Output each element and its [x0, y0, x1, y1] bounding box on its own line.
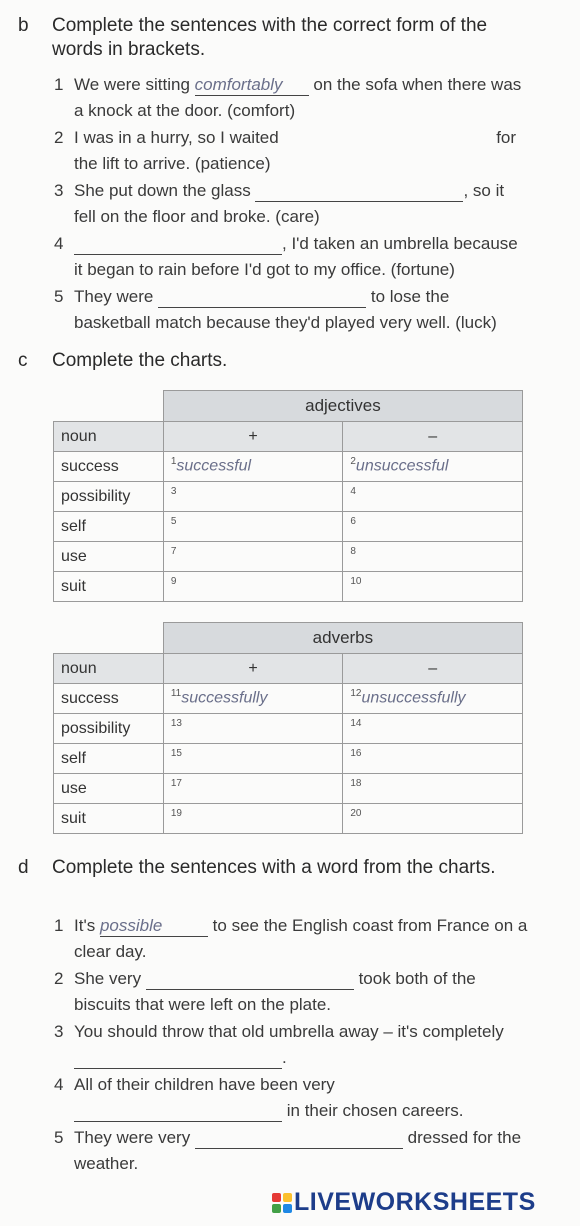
noun-cell: success [54, 684, 164, 714]
sentence-text: They were very [74, 1128, 191, 1147]
cell-number: 20 [350, 808, 362, 819]
table-row [54, 542, 523, 572]
sentence-text: to lose the basketball match because they'd played very well. (luck) [74, 287, 497, 332]
noun-cell: self [54, 744, 164, 774]
answer-input[interactable] [195, 1130, 403, 1148]
item-number: 4 [54, 1075, 64, 1094]
sentence-text: She very [74, 969, 142, 988]
section-letter: b [18, 15, 29, 36]
section-instruction: Complete the sentences with a word from the charts. [52, 857, 496, 878]
filled-answer: successfully [181, 689, 268, 707]
exercise-d-item-4 [54, 1072, 534, 1124]
noun-cell: suit [54, 572, 164, 602]
filled-answer: unsuccessful [355, 457, 449, 475]
cell-number: 1 [170, 456, 177, 467]
filled-answer: possible [99, 916, 163, 935]
table-corner [54, 391, 164, 422]
answer-cell[interactable] [163, 512, 343, 542]
answer-cell[interactable] [343, 482, 523, 512]
column-header-minus: – [343, 654, 523, 684]
answer-cell[interactable] [163, 744, 343, 774]
chart-title: adjectives [163, 391, 522, 422]
answer-blank[interactable] [146, 969, 354, 990]
cell-number: 10 [350, 576, 362, 587]
answer-cell[interactable] [343, 512, 523, 542]
answer-blank[interactable] [195, 75, 309, 96]
exercise-d-item-5 [54, 1125, 534, 1177]
noun-cell: use [54, 542, 164, 572]
noun-cell: possibility [54, 482, 164, 512]
cell-number: 16 [350, 748, 362, 759]
answer-cell[interactable] [343, 714, 523, 744]
cell-number: 3 [170, 486, 177, 497]
column-header-minus: – [343, 422, 523, 452]
sentence-text: All of their children have been very [74, 1075, 335, 1094]
column-header-noun: noun [54, 654, 164, 684]
cell-number: 7 [170, 546, 177, 557]
sentence-text: They were [74, 287, 154, 306]
noun-cell: possibility [54, 714, 164, 744]
answer-blank[interactable] [195, 1128, 403, 1149]
item-number: 5 [54, 287, 64, 306]
section-letter: d [18, 857, 29, 878]
exercise-b-item-5 [54, 284, 534, 336]
table-row [54, 804, 523, 834]
sentence-text: to see the English coast from France on a clear day. [74, 916, 528, 961]
cell-number: 12 [350, 688, 362, 699]
answer-cell[interactable] [343, 804, 523, 834]
answer-cell[interactable] [343, 572, 523, 602]
sentence-text: She put down the glass [74, 181, 251, 200]
sentence-text: , so it fell on the floor and broke. (care) [74, 181, 505, 226]
section-letter: c [18, 350, 28, 371]
noun-cell: success [54, 452, 164, 482]
answer-input[interactable] [74, 1050, 282, 1068]
item-number: 4 [54, 234, 64, 253]
item-number: 2 [54, 969, 64, 988]
exercise-b-item-4 [54, 231, 534, 283]
answer-cell[interactable] [163, 714, 343, 744]
exercise-b-item-2 [54, 125, 534, 177]
answer-blank[interactable] [74, 1048, 282, 1069]
answer-blank[interactable] [283, 128, 491, 149]
answer-input[interactable] [283, 130, 491, 148]
answer-input[interactable] [74, 1103, 282, 1121]
item-number: 3 [54, 181, 64, 200]
exercise-d-item-1 [54, 913, 534, 965]
answer-input[interactable] [158, 289, 366, 307]
section-instruction: Complete the charts. [52, 350, 228, 371]
sentence-text: . [282, 1048, 287, 1067]
answer-input[interactable] [74, 236, 282, 254]
sentence-text: in their chosen careers. [286, 1101, 464, 1120]
table-row [54, 774, 523, 804]
column-header-plus: + [163, 422, 343, 452]
column-header-plus: + [163, 654, 343, 684]
answer-cell[interactable] [343, 774, 523, 804]
answer-cell[interactable] [163, 542, 343, 572]
answer-cell[interactable] [163, 774, 343, 804]
brand-name: LIVEWORKSHEETS [294, 1188, 536, 1216]
answer-cell[interactable] [163, 684, 343, 714]
noun-cell: suit [54, 804, 164, 834]
answer-cell[interactable] [163, 482, 343, 512]
filled-answer: comfortably [194, 75, 283, 94]
column-header-noun: noun [54, 422, 164, 452]
cell-number: 15 [170, 748, 182, 759]
cell-number: 4 [350, 486, 356, 497]
table-row [54, 714, 523, 744]
cell-number: 14 [350, 718, 362, 729]
cell-number: 5 [170, 516, 177, 527]
answer-cell[interactable] [163, 452, 343, 482]
adverbs-chart [53, 622, 523, 834]
sentence-text: You should throw that old umbrella away – it's completely [74, 1022, 504, 1041]
noun-cell: self [54, 512, 164, 542]
sentence-text: for the lift to arrive. (patience) [74, 128, 517, 173]
answer-cell[interactable] [343, 684, 523, 714]
exercise-d-item-3 [54, 1019, 534, 1071]
table-corner [54, 623, 164, 654]
exercise-b-item-3 [54, 178, 534, 230]
sentence-text: dressed for the weather. [74, 1128, 522, 1173]
section-b-heading [18, 14, 522, 62]
section-c-heading [18, 349, 522, 373]
noun-cell: use [54, 774, 164, 804]
table-row [54, 512, 523, 542]
table-row [54, 684, 523, 714]
answer-cell[interactable] [343, 452, 523, 482]
table-row [54, 482, 523, 512]
sentence-text: took both of the biscuits that were left on the plate. [74, 969, 476, 1014]
answer-cell[interactable] [343, 542, 523, 572]
answer-input[interactable] [255, 183, 463, 201]
answer-cell[interactable] [343, 744, 523, 774]
section-d-heading [18, 856, 522, 880]
answer-cell[interactable] [163, 804, 343, 834]
filled-answer: unsuccessfully [361, 689, 466, 707]
item-number: 2 [54, 128, 64, 147]
section-instruction: Complete the sentences with the correct form of the words in brackets. [52, 15, 488, 60]
answer-blank[interactable] [158, 287, 366, 308]
table-row [54, 572, 523, 602]
cell-number: 9 [170, 576, 177, 587]
exercise-b-item-1 [54, 72, 534, 124]
filled-answer: successful [176, 457, 252, 475]
sentence-text: I was in a hurry, so I waited [74, 128, 279, 147]
answer-cell[interactable] [163, 572, 343, 602]
item-number: 1 [54, 916, 64, 935]
answer-blank[interactable] [74, 234, 282, 255]
item-number: 5 [54, 1128, 64, 1147]
answer-blank[interactable] [255, 181, 463, 202]
cell-number: 18 [350, 778, 362, 789]
item-number: 1 [54, 75, 64, 94]
cell-number: 6 [350, 516, 356, 527]
item-number: 3 [54, 1022, 64, 1041]
cell-number: 17 [170, 778, 182, 789]
table-row [54, 452, 523, 482]
sentence-text: on the sofa when there was a knock at the door. (comfort) [74, 75, 522, 120]
sentence-text: , I'd taken an umbrella because it began to rain before I'd got to my office. (fortune) [74, 234, 518, 279]
exercise-d-item-2 [54, 966, 534, 1018]
chart-title: adverbs [163, 623, 522, 654]
cell-number: 2 [350, 456, 356, 467]
sentence-text: It's [74, 916, 96, 935]
cell-number: 8 [350, 546, 356, 557]
answer-blank[interactable] [100, 916, 208, 937]
adjectives-chart [53, 390, 523, 602]
sentence-text: We were sitting [74, 75, 190, 94]
answer-input[interactable] [146, 971, 354, 989]
cell-number: 13 [170, 718, 182, 729]
liveworksheets-logo[interactable] [272, 1188, 536, 1217]
cell-number: 19 [170, 808, 182, 819]
cell-number: 11 [170, 688, 182, 699]
logo-icon [272, 1193, 292, 1213]
answer-blank[interactable] [74, 1101, 282, 1122]
table-row [54, 744, 523, 774]
